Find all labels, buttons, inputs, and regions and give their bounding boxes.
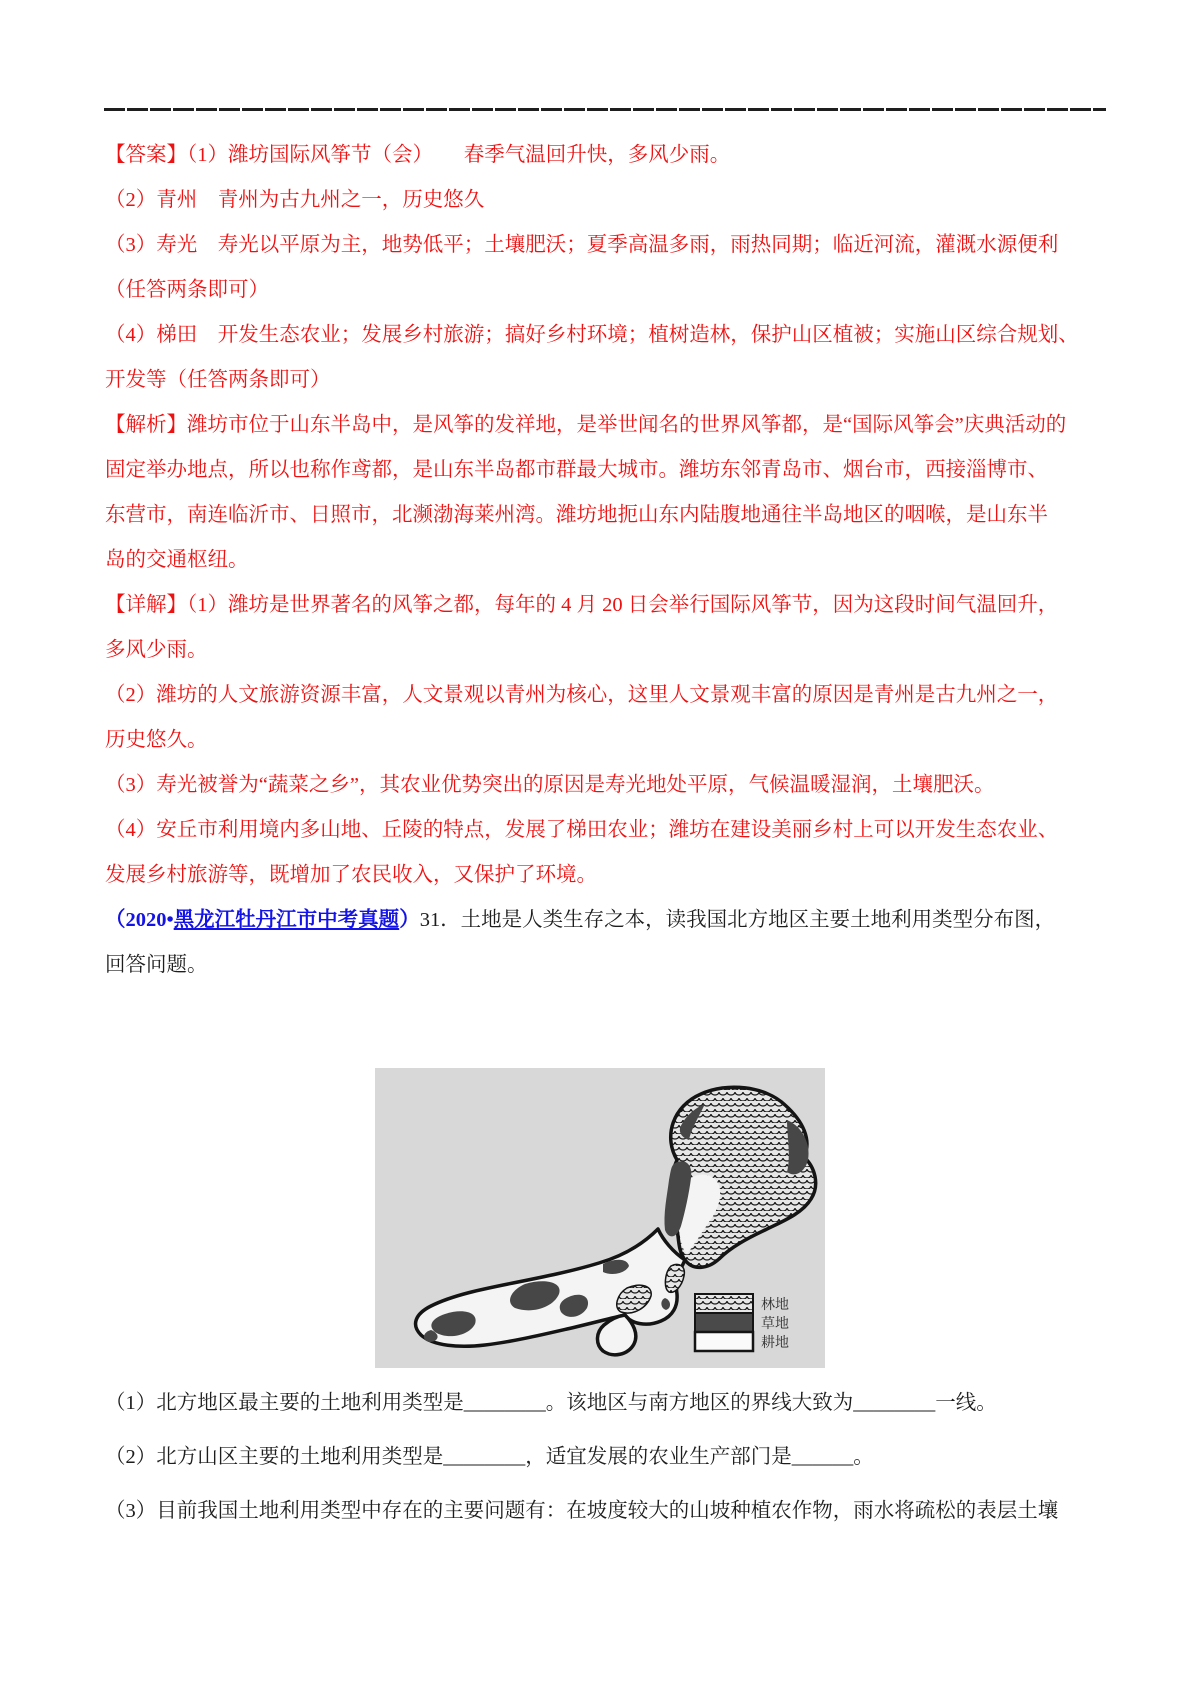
question-intro-line (105, 898, 1105, 943)
analysis-line: 岛的交通枢纽。 (105, 549, 249, 571)
detail-line: （4）安丘市利用境内多山地、丘陵的特点，发展了梯田农业；潍坊在建设美丽乡村上可以开发生态农业、 (105, 819, 1059, 841)
answer-line: （任答两条即可） (105, 279, 269, 301)
analysis-line: 固定举办地点，所以也称作鸢都，是山东半岛都市群最大城市。潍坊东邻青岛市、烟台市，西接淄博市、 (105, 459, 1048, 481)
analysis-line: 【解析】潍坊市位于山东半岛中，是风筝的发祥地，是举世闻名的世界风筝都，是“国际风筝会”庆典活动的 (105, 414, 1067, 436)
legend-label-cropland: 耕地 (761, 1336, 789, 1351)
legend-swatch-cropland (695, 1332, 753, 1351)
answer-line: 【答案】（1）潍坊国际风筝节（会） 春季气温回升快，多风少雨。 (105, 144, 731, 166)
question-stem-text: 31．土地是人类生存之本，读我国北方地区主要土地利用类型分布图， (419, 909, 1056, 931)
page-top-rule (104, 108, 1106, 111)
detail-line: 【详解】（1）潍坊是世界著名的风筝之都，每年的 4 月 20 日会举行国际风筝节，因为这段时间气温回升， (105, 594, 1059, 616)
answer-line: （2）青州 青州为古九州之一，历史悠久 (105, 189, 485, 211)
question-source-suffix: ） (399, 909, 420, 931)
analysis-line: 东营市，南连临沂市、日照市，北濒渤海莱州湾。潍坊地扼山东内陆腹地通往半岛地区的咽喉，是山东半 (105, 504, 1048, 526)
detail-line: 多风少雨。 (105, 639, 208, 661)
sub-question-1: （1）北方地区最主要的土地利用类型是________。该地区与南方地区的界线大致为________一线。 (105, 1392, 997, 1414)
question-source-link[interactable]: 黑龙江牡丹江市中考真题 (173, 909, 400, 931)
answer-line: 开发等（任答两条即可） (105, 369, 331, 391)
sub-questions (105, 1376, 1105, 1538)
detail-line: （2）潍坊的人文旅游资源丰富，人文景观以青州为核心，这里人文景观丰富的原因是青州是古九州之一， (105, 684, 1059, 706)
detail-line: 历史悠久。 (105, 729, 208, 751)
landuse-map-figure (375, 1068, 825, 1368)
map-legend (695, 1294, 789, 1351)
question-stem-line2: 回答问题。 (105, 954, 208, 976)
legend-swatch-grassland (695, 1313, 753, 1332)
legend-label-forest: 林地 (761, 1298, 789, 1313)
sub-question-3: （3）目前我国土地利用类型中存在的主要问题有：在坡度较大的山坡种植农作物，雨水将疏松的表层土壤 (105, 1500, 1059, 1522)
answer-line: （3）寿光 寿光以平原为主，地势低平；土壤肥沃；夏季高温多雨，雨热同期；临近河流，灌溉水源便利 (105, 234, 1059, 256)
document-body (105, 133, 1105, 988)
detail-line: 发展乡村旅游等，既增加了农民收入，又保护了环境。 (105, 864, 597, 886)
detail-line: （3）寿光被誉为“蔬菜之乡”，其农业优势突出的原因是寿光地处平原，气候温暖湿润，土壤肥沃。 (105, 774, 995, 796)
legend-label-grassland: 草地 (761, 1317, 789, 1332)
question-source-prefix: （2020• (105, 909, 174, 931)
landuse-map (375, 1068, 825, 1368)
answer-line: （4）梯田 开发生态农业；发展乡村旅游；搞好乡村环境；植树造林，保护山区植被；实施山区综合规划、 (105, 324, 1079, 346)
sub-question-2: （2）北方山区主要的土地利用类型是________，适宜发展的农业生产部门是______。 (105, 1446, 874, 1468)
legend-swatch-forest (695, 1294, 753, 1313)
